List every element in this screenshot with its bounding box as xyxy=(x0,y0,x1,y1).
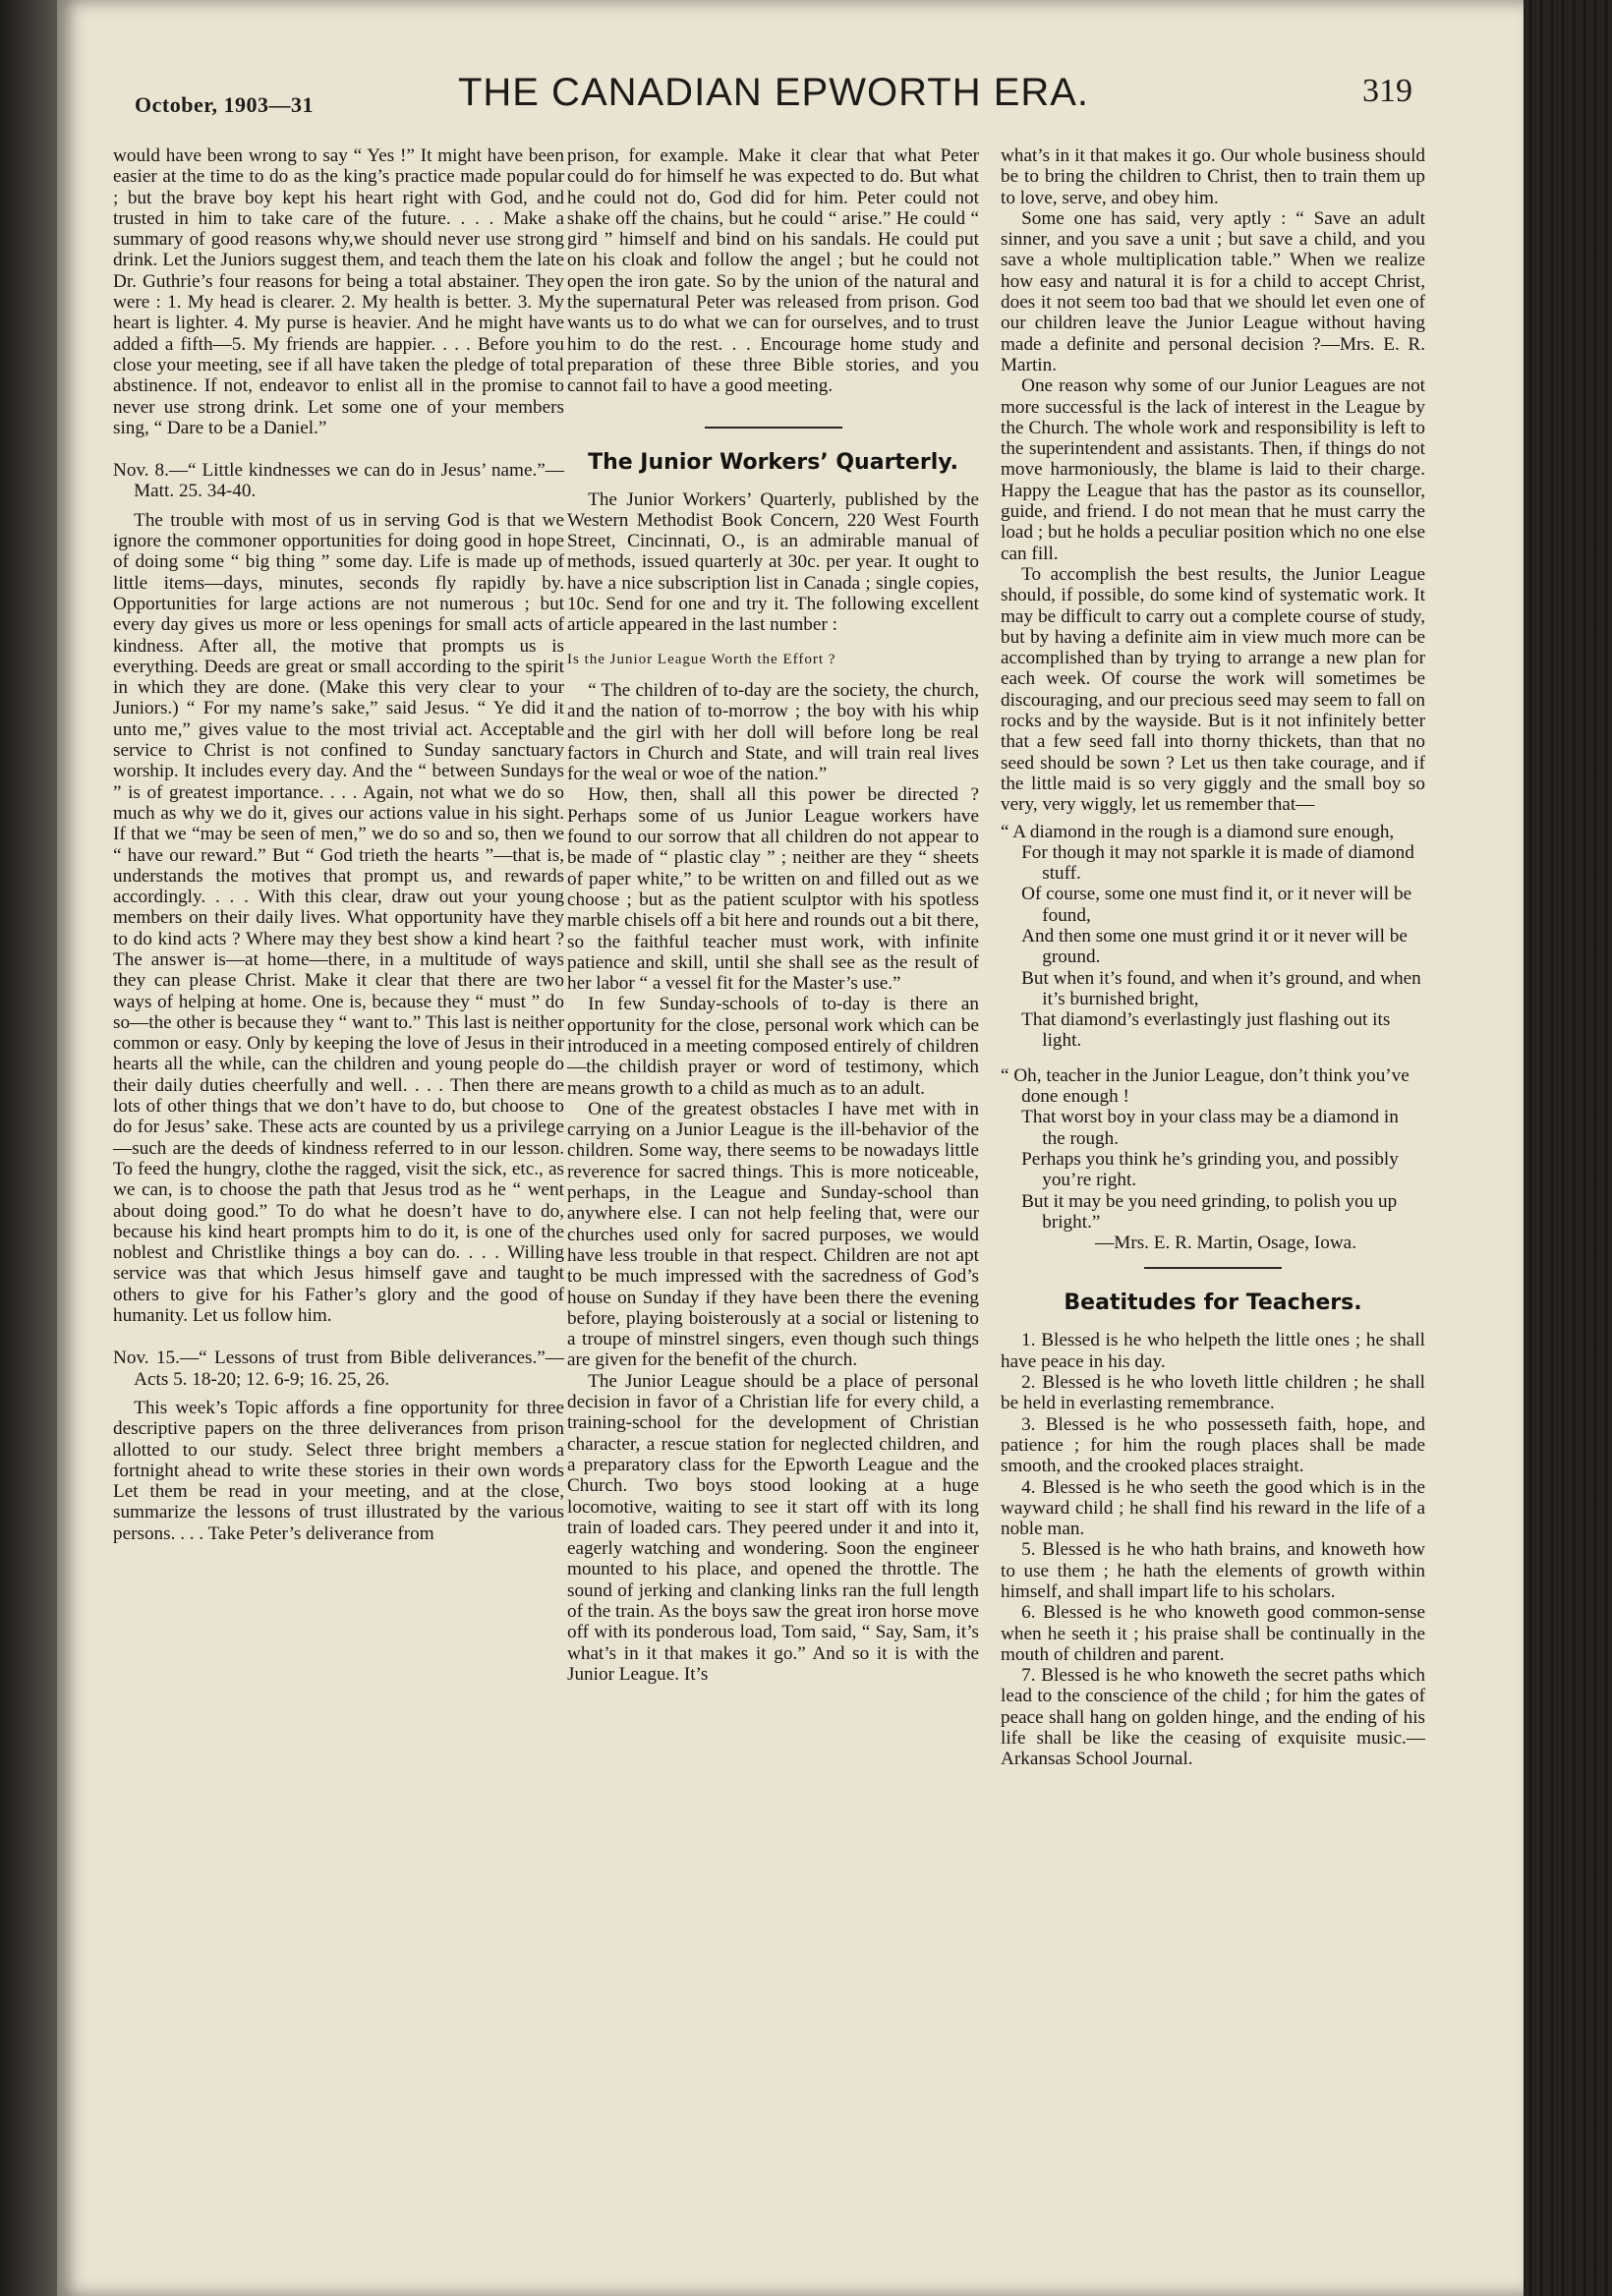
paragraph: Some one has said, very aptly : “ Save an adult sinner, and you save a unit ; but save a child, and you save a whole multiplication table.” When we realize how easy and natural it is for a child to accept Christ, does it not seem too bad that we should let even one of our children leave the Junior League without having made a definite and personal decision ?—Mrs. E. R. Martin. xyxy=(1001,207,1425,375)
beatitude-item: 1. Blessed is he who helpeth the little ones ; he shall have peace in his day. xyxy=(1001,1330,1425,1372)
beatitude-item: 6. Blessed is he who knoweth good common-sense when he seeth it ; his praise shall be continually in the mouth of children and parent. xyxy=(1001,1602,1425,1665)
paragraph: prison, for example. Make it clear that what Peter could do for himself he was expected to do. But what he could not do, God did for him. Peter could not shake off the chains, but he could “ arise.” He could “ gird ” himself and bind on his sandals. He could put on his cloak and follow the angel ; but he could not open the iron gate. So by the union of the natural and the supernatural Peter was released from prison. God wants us to do what we can for ourselves, and to trust him to do the rest. . . Encourage home study and preparation of these three Bible stories, and you cannot fail to have a good meeting. xyxy=(567,145,979,397)
paragraph: The Junior Workers’ Quarterly, published by the Western Methodist Book Concern, 220 West Fourth Street, Cincinnati, O., is an admirable manual of methods, issued quarterly at 30c. per year. It ought to have a nice subscription list in Canada ; single copies, 10c. Send for one and try it. The following excellent article appeared in the last number : xyxy=(567,488,979,636)
poem-stanza xyxy=(1001,822,1425,1052)
poem-stanza xyxy=(1001,1065,1425,1233)
beatitude-item: 7. Blessed is he who knoweth the secret paths which lead to the conscience of the child ; for him the gates of peace shall hang on golden hinge, and the ending of his life shall be like the ceasing of exquisite music.—Arkansas School Journal. xyxy=(1001,1665,1425,1770)
poem-line: And then some one must grind it or it never will be ground. xyxy=(1021,925,1408,968)
paragraph: The trouble with most of us in serving God is that we ignore the commoner opportunities for doing good in hope of doing some “ big thing ” some day. Life is made up of little items—days, minutes, seconds fly rapidly by. Opportunities for large actions are not numerous ; but every day gives us more or less openings for small acts of kindness. After all, the motive that prompts us is everything. Deeds are great or small according to the spirit in which they are done. (Make this very clear to your Juniors.) “ For my name’s sake,” said Jesus. “ Ye did it unto me,” gives value to the most trivial act. Acceptable service to Christ is not confined to Sunday sanctuary worship. It includes every day. And the “ between Sundays ” is of greatest importance. . . . Again, not what we do so much as why we do it, gives our actions value in his sight. If that we “may be seen of men,” we do so and so, then we “ have our reward.” But “ God trieth the hearts ”—that is, understands the motives that prompt us, and rewards accordingly. . . . With this clear, draw out your young members on their daily lives. What opportunity have they to do kind acts ? Where may they best show a kind heart ? The answer is—at home—there, in a multitude of ways they can please Christ. Make it clear that there are two ways of helping at home. One is, because they “ must ” do so—the other is because they “ want to.” This last is neither common or easy. Only by keeping the love of Jesus in their hearts all the while, can the children and young people do their daily duties cheerfully and well. . . . Then there are lots of other things that we don’t have to do, but choose to do for Jesus’ sake. These acts are counted by us a privilege—such are the deeds of kindness referred to in our lesson. To feed the hungry, clothe the ragged, visit the sick, etc., as we can, is to choose the path that Jesus trod as he “ went about doing good.” To do what he doesn’t have to do, because his kind heart prompts him to do it, is one of the noblest and Christlike things a boy can do. . . . Willing service was that which Jesus himself gave and taught others to give for his Father’s glory and the good of humanity. Let us follow him. xyxy=(113,509,564,1327)
poem-line: For though it may not sparkle it is made of diamond stuff. xyxy=(1021,841,1414,885)
poem-attribution: —Mrs. E. R. Martin, Osage, Iowa. xyxy=(1095,1233,1356,1254)
paragraph: “ The children of to-day are the society, the church, and the nation of to-morrow ; the boy with his whip and the girl with her doll will before long be real factors in Church and State, and will train real lives for the weal or woe of the nation.” xyxy=(567,679,979,785)
paragraph: One reason why some of our Junior Leagues are not more successful is the lack of interest in the League by the Church. The whole work and responsibility is left to the superintendent and assistants. Then, if things do not move harmoniously, the blame is laid to their charge. Happy the League that has the pastor as its counsellor, guide, and friend. I do not mean that he must carry the load ; but he holds a peculiar position which no one else can fill. xyxy=(1001,375,1425,564)
book-spine-shadow xyxy=(0,0,57,2296)
paragraph: This week’s Topic affords a fine opportunity for three descriptive papers on the three deliverances from prison allotted to our study. Select three bright members a fortnight ahead to write these stories in their own words Let them be read in your meeting, and at the close, summarize the lessons of trust illustrated by the various persons. . . . Take Peter’s deliverance from xyxy=(113,1397,564,1544)
beatitude-item: 3. Blessed is he who possesseth faith, hope, and patience ; for him the rough places shall be made smooth, and the crooked places straight. xyxy=(1001,1413,1425,1477)
article-subheading: Is the Junior League Worth the Effort ? xyxy=(567,651,836,667)
paragraph: How, then, shall all this power be directed ? Perhaps some of us Junior League workers have found to our sorrow that all children do not appear to be made of “ plastic clay ” ; neither are they “ sheets of paper white,” to be written on and filled out as we choose ; but as the patient sculptor with his spotless marble chisels off a bit here and rounds out a bit there, so the faithful teacher must work, with infinite patience and skill, until she shall see as the result of her labor “ a vessel fit for the Master’s use.” xyxy=(567,784,979,995)
page-header xyxy=(135,71,1412,130)
paragraph: The Junior League should be a place of personal decision in favor of a Christian life for every child, a training-school for the development of Christian character, a rescue station for neglected children, and a preparatory class for the Epworth League and the Church. Two boys stood looking at a huge locomotive, waiting to see it start off with its long train of loaded cars. They peered under it and into it, eagerly watching and wondering. Soon the engineer mounted to his place, and opened the throttle. The sound of jerking and clanking links ran the full length of the train. As the boys saw the great iron horse move off with its ponderous load, Tom said, “ Say, Sam, it’s what’s in it that makes it go.” And so it is with the Junior League. It’s xyxy=(567,1370,979,1685)
column-left xyxy=(113,145,564,1544)
poem-line: “ Oh, teacher in the Junior League, don’t think you’ve done enough ! xyxy=(1001,1064,1410,1108)
poem-line: That worst boy in your class may be a diamond in the rough. xyxy=(1021,1107,1399,1149)
paragraph: In few Sunday-schools of to-day is there an opportunity for the close, personal work which can be introduced in a meeting composed entirely of children—the childish prayer or word of testimony, which means growth to a child as much as to an adult. xyxy=(567,994,979,1099)
topic-heading: Nov. 15.—“ Lessons of trust from Bible deliverances.”—Acts 5. 18-20; 12. 6-9; 16. 25, 26. xyxy=(113,1348,564,1390)
beatitude-item: 5. Blessed is he who hath brains, and knoweth how to use them ; he hath the elements of growth within himself, and shall impart life to his scholars. xyxy=(1001,1539,1425,1602)
poem-line: “ A diamond in the rough is a diamond sure enough, xyxy=(1001,821,1395,842)
poem-line: Of course, some one must find it, or it never will be found, xyxy=(1021,884,1412,926)
section-divider xyxy=(1144,1267,1282,1269)
section-heading: The Junior Workers’ Quarterly. xyxy=(588,449,958,475)
column-right xyxy=(1001,145,1425,1770)
book-binding-edge xyxy=(1524,0,1612,2296)
column-middle xyxy=(567,145,979,1685)
page-number: 319 xyxy=(1362,73,1412,109)
paragraph: One of the greatest obstacles I have met with in carrying on a Junior League is the ill-behavior of the children. Some way, there seems to be nowadays little reverence for sacred things. This is more noticeable, perhaps, in the League and Sunday-school than anywhere else. I can not help feeling that, were our churches used only for sacred purposes, we would have less trouble in that respect. Children are not apt to be much impressed with the sacredness of God’s house on Sunday if they have been there the evening before, playing boisterously at a social or listening to a troupe of minstrel singers, even though such things are given for the benefit of the church. xyxy=(567,1098,979,1371)
poem-line: That diamond’s everlastingly just flashing out its light. xyxy=(1021,1009,1391,1052)
poem-line: Perhaps you think he’s grinding you, and possibly you’re right. xyxy=(1021,1148,1399,1191)
masthead-title: THE CANADIAN EPWORTH ERA. xyxy=(457,71,1090,114)
poem-line: But it may be you need grinding, to polish you up bright.” xyxy=(1021,1190,1398,1233)
paragraph: what’s in it that makes it go. Our whole business should be to bring the children to Christ, then to train them up to love, serve, and obey him. xyxy=(1001,145,1425,208)
poem-line: But when it’s found, and when it’s ground, and when it’s burnished bright, xyxy=(1021,967,1421,1009)
beatitude-item: 2. Blessed is he who loveth little children ; he shall be held in everlasting remembrance. xyxy=(1001,1372,1425,1414)
section-divider xyxy=(705,427,842,429)
topic-heading: Nov. 8.—“ Little kindnesses we can do in Jesus’ name.”—Matt. 25. 34-40. xyxy=(113,460,564,502)
section-heading: Beatitudes for Teachers. xyxy=(1064,1291,1362,1316)
beatitude-item: 4. Blessed is he who seeth the good which is in the wayward child ; he shall find his reward in the life of a noble man. xyxy=(1001,1476,1425,1540)
paragraph: would have been wrong to say “ Yes !” It might have been easier at the time to do as the king’s practice made popular ; but the brave boy kept his heart right with God, and trusted in him to take care of the future. . . . Make a summary of good reasons why,we should never use strong drink. Let the Juniors suggest them, and teach them the late Dr. Guthrie’s four reasons for being a total abstainer. They were : 1. My head is clearer. 2. My health is better. 3. My heart is lighter. 4. My purse is heavier. And he might have added a fifth—5. My friends are happier. . . . Before you close your meeting, see if all have taken the pledge of total abstinence. If not, endeavor to enlist all in the promise to never use strong drink. Let some one of your members sing, “ Dare to be a Daniel.” xyxy=(113,145,564,438)
paragraph: To accomplish the best results, the Junior League should, if possible, do some kind of systematic work. It may be difficult to carry out a complete course of study, but by having a definite aim in view much more can be accomplished than by trying to arrange a new plan for each week. Of course the work will sometimes be discouraging, and our precious seed may seem to fall on rocks and by the wayside. But is it not infinitely better that a few seed fall into thorny thickets, than that no seed should be sown ? Let us then take courage, and if the little maid is so very giggly and the small boy so very, very wiggly, let us remember that— xyxy=(1001,563,1425,816)
issue-date: October, 1903—31 xyxy=(135,92,314,117)
